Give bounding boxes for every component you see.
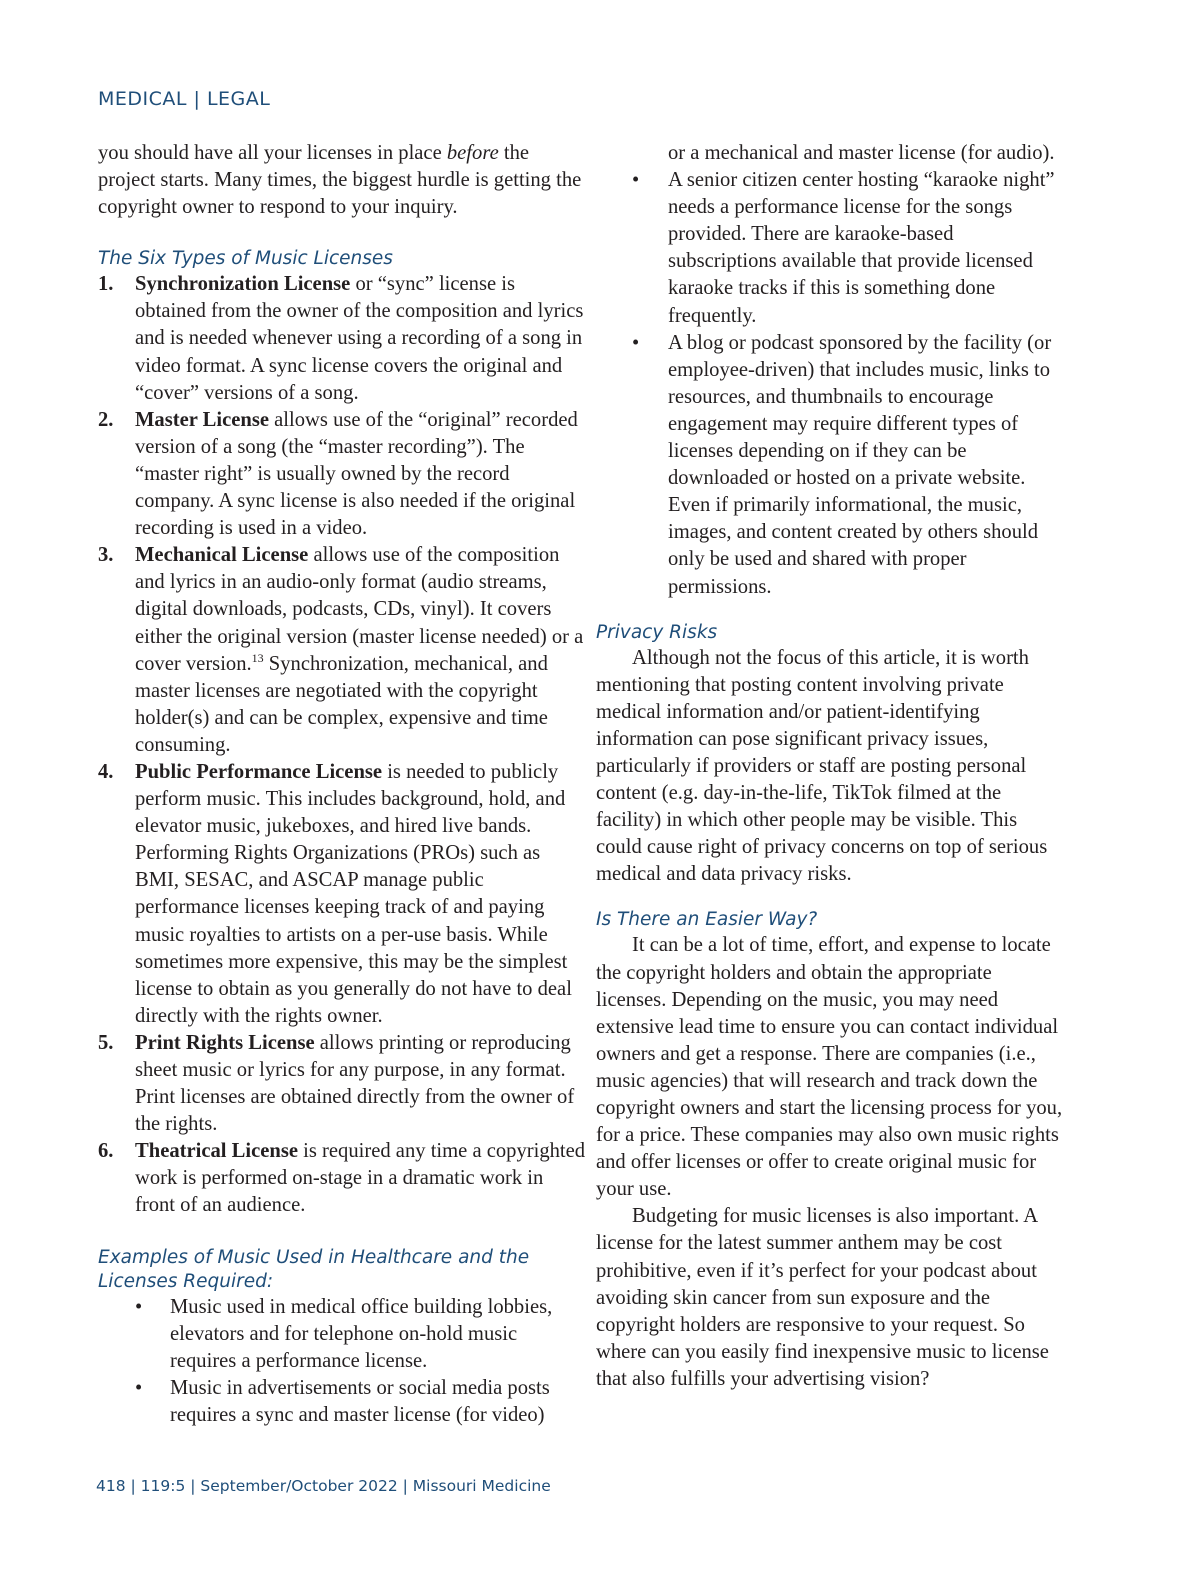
license-item-performance: 4. Public Performance License is needed to publicly perform music. This includes background, hold, and elevator music, jukeboxes, and hired live bands. Performing Rights Organizations (PROs) such as BMI, SESAC, and ASCAP manage public performance licenses keeping track of and paying music royalties to artists on a per-use basis. While sometimes more expensive, this may be the simplest license to obtain as you generally do not have to deal directly with the rights owner.: [98, 760, 572, 1027]
left-column: [98, 140, 588, 1429]
intro-paragraph: you should have all your licenses in place before the project starts. Many times, the biggest hurdle is getting the copyright owner to respond to your inquiry.: [98, 142, 582, 219]
example-item-blog: • A blog or podcast sponsored by the facility (or employee-driven) that includes music, links to resources, and thumbnails to encourage engagement may require different types of licenses depending on if they can be downloaded or hosted on a private website. Even if primarily informational, the music, images, and content created by others should only be used and shared with proper permissions.: [632, 331, 1052, 598]
easier-way-paragraph-2: Budgeting for music licenses is also important. A license for the latest summer anthem may be cost prohibitive, even if it’s perfect for your podcast about avoiding skin cancer from sun exposure and the copyright holders are responsive to your request. So where can you easily find inexpensive music to license that also fulfills your advertising vision?: [596, 1205, 1049, 1390]
six-types-heading: The Six Types of Music Licenses: [98, 248, 393, 270]
license-item-sync: 1. Synchronization License or “sync” license is obtained from the owner of the composition and lyrics and is needed whenever using a recording of a song in video format. A sync license covers the original and “cover” versions of a song.: [98, 273, 584, 404]
section-label: MEDICAL | LEGAL: [98, 88, 271, 110]
license-item-theatrical: 6. Theatrical License is required any time a copyrighted work is performed on-stage in a dramatic work in front of an audience.: [98, 1140, 586, 1217]
license-item-print: 5. Print Rights License allows printing or reproducing sheet music or lyrics for any purpose, in any format. Print licenses are obtained directly from the owner of the rights.: [98, 1031, 575, 1136]
example-item-ads-continued: or a mechanical and master license (for audio).: [668, 142, 1055, 164]
example-item-karaoke: • A senior citizen center hosting “karaoke night” needs a performance license for the songs provided. There are karaoke-based subscriptions available that provide licensed karaoke tracks if this is something done frequently.: [632, 169, 1055, 327]
example-item-ads: • Music in advertisements or social media posts requires a sync and master license (for video): [135, 1376, 550, 1426]
license-item-mechanical: 3. Mechanical License allows use of the composition and lyrics in an audio-only format (audio streams, digital downloads, podcasts, CDs, vinyl). It covers either the original version (master license needed) or a cover version.$^{13}$ Synchronization, mechanical, and master licenses are negotiated with the copyright holder(s) and can be complex, expensive and time consuming.: [98, 544, 584, 756]
right-column: [596, 140, 1066, 1393]
examples-heading: Examples of Music Used in Healthcare and the Licenses Required:: [98, 1246, 530, 1292]
page-footer: 418 | 119:5 | September/October 2022 | Missouri Medicine: [96, 1477, 551, 1495]
easier-way-heading: Is There an Easier Way?: [596, 909, 818, 931]
privacy-heading: Privacy Risks: [596, 621, 718, 643]
example-item-lobby: • Music used in medical office building lobbies, elevators and for telephone on-hold music requires a performance license.: [135, 1295, 553, 1372]
privacy-paragraph: Although not the focus of this article, it is worth mentioning that posting content involving private medical information and/or patient-identifying information can pose significant privacy issues, particularly if providers or staff are posting personal content (e.g. day-in-the-life, TikTok filmed at the facility) in which other people may be visible. This could cause right of privacy concerns on top of serious medical and data privacy risks.: [596, 646, 1048, 886]
license-item-master: 2. Master License allows use of the “original” recorded version of a song (the “master recording”). The “master right” is usually owned by the record company. A sync license is also needed if the original recording is used in a video.: [98, 408, 578, 540]
easier-way-paragraph-1: It can be a lot of time, effort, and expense to locate the copyright holders and obtain the appropriate licenses. Depending on the music, you may need extensive lead time to ensure you can contact individual owners and get a response. There are companies (i.e., music agencies) that will research and track down the copyright owners and start the licensing process for you, for a price. These companies may also own music rights and offer licenses or offer to create original music for your use.: [596, 934, 1063, 1201]
footnote-ref: 13: [251, 650, 264, 665]
